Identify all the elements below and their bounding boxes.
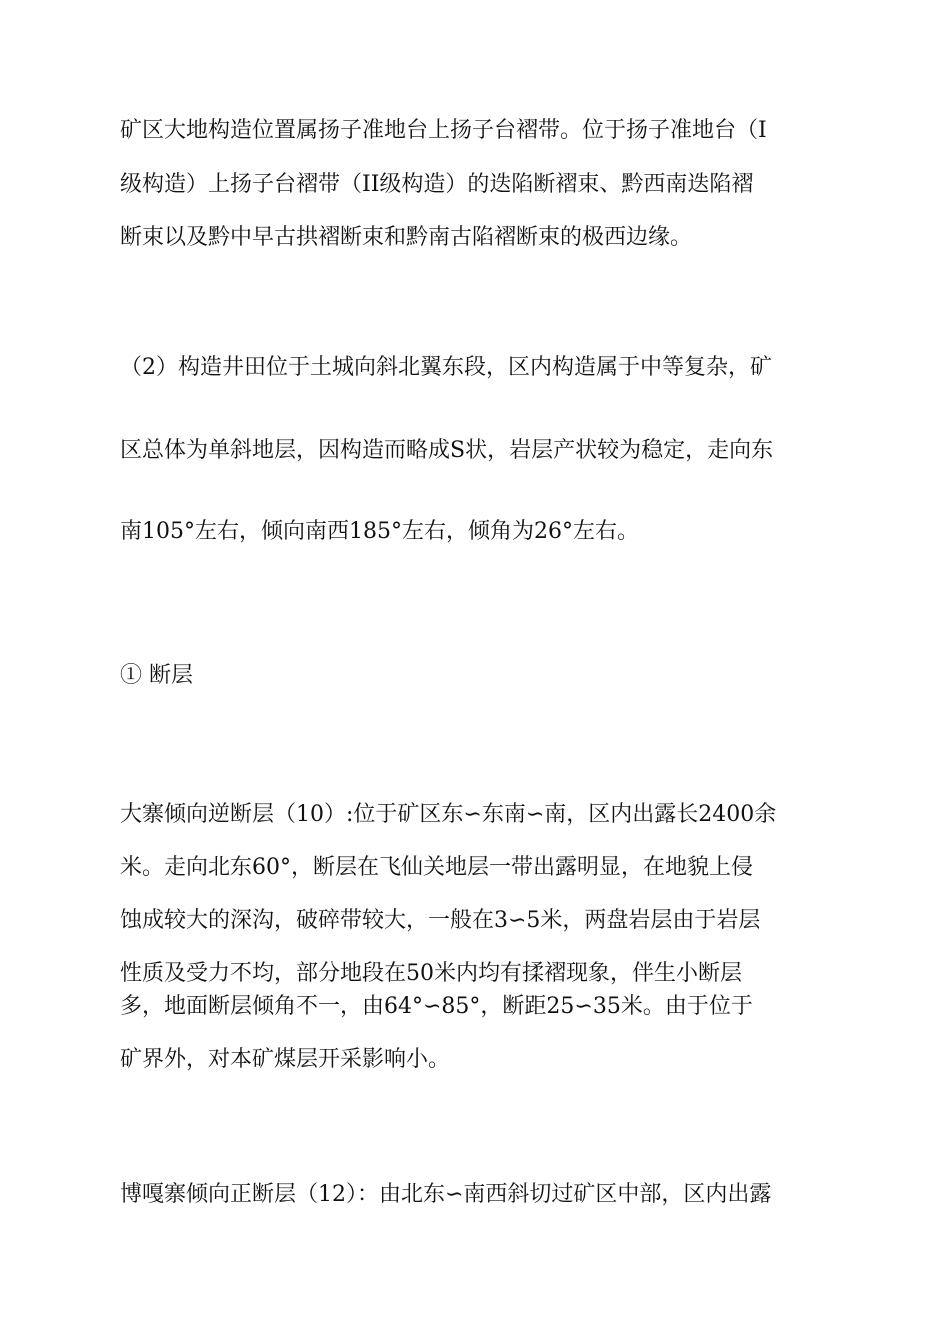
paragraph-2-line-3: 南105°左右，倾向南西185°左右，倾角为26°左右。 bbox=[120, 519, 639, 544]
paragraph-3-line-6: 矿界外，对本矿煤层开采影响小。 bbox=[120, 1047, 451, 1072]
paragraph-3-line-4: 性质及受力不均，部分地段在50米内均有揉褶现象，伴生小断层 bbox=[120, 961, 742, 986]
paragraph-3-line-3: 蚀成较大的深沟，破碎带较大，一般在3∽5米，两盘岩层由于岩层 bbox=[120, 908, 761, 933]
paragraph-2-line-2: 区总体为单斜地层，因构造而略成S状，岩层产状较为稳定，走向东 bbox=[120, 438, 774, 463]
paragraph-2-line-1: （2）构造井田位于土城向斜北翼东段，区内构造属于中等复杂，矿 bbox=[120, 355, 772, 380]
paragraph-4-line-1: 博嘎寨倾向正断层（12）：由北东∽南西斜切过矿区中部，区内出露 bbox=[120, 1182, 772, 1207]
paragraph-1-line-2: 级构造）上扬子台褶带（II级构造）的迭陷断褶束、黔西南迭陷褶 bbox=[120, 172, 754, 197]
section-heading-faults: ① 断层 bbox=[120, 663, 193, 688]
paragraph-3-line-5: 多，地面断层倾角不一，由64°∽85°，断距25∽35米。由于位于 bbox=[120, 994, 753, 1019]
paragraph-1-line-1: 矿区大地构造位置属扬子准地台上扬子台褶带。位于扬子准地台（I bbox=[120, 118, 767, 143]
paragraph-3-line-2: 米。走向北东60°，断层在飞仙关地层一带出露明显，在地貌上侵 bbox=[120, 855, 753, 880]
paragraph-1-line-3: 断束以及黔中早古拱褶断束和黔南古陷褶断束的极西边缘。 bbox=[120, 225, 693, 250]
paragraph-3-line-1: 大寨倾向逆断层（10）:位于矿区东∽东南∽南，区内出露长2400余 bbox=[120, 802, 777, 827]
